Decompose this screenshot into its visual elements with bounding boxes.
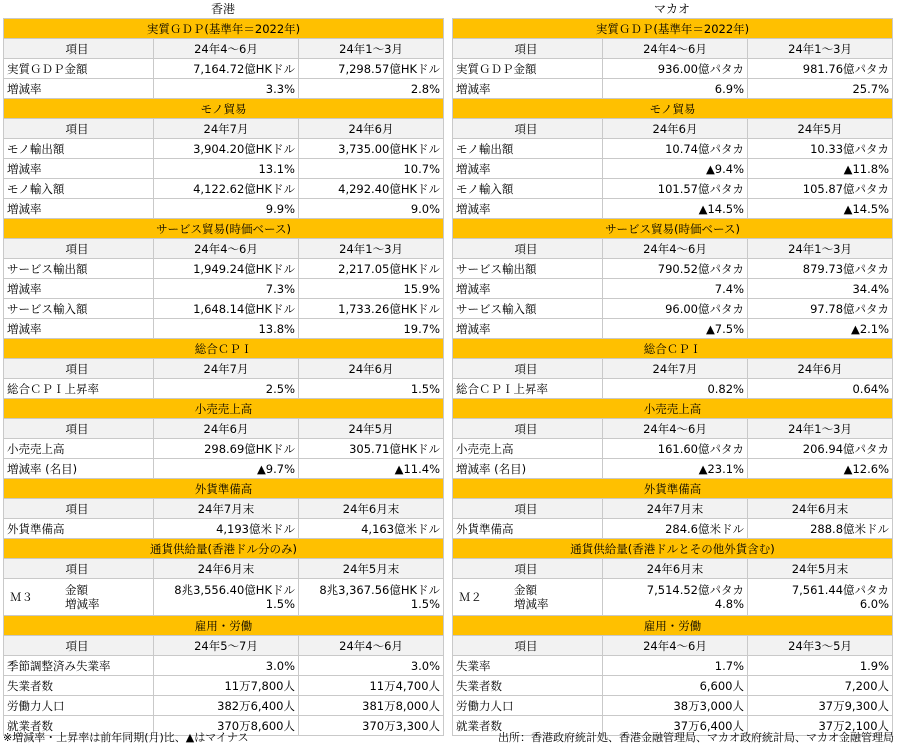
section-header-row bbox=[453, 479, 893, 499]
section-title: 外貨準備高 bbox=[453, 479, 893, 499]
table-row bbox=[453, 319, 893, 339]
source-note: 出所：香港政府統計処、香港金融管理局、マカオ政府統計局、マカオ金融管理局 bbox=[498, 731, 894, 744]
column-header-row bbox=[4, 359, 444, 379]
period-column-header: 24年1～3月 bbox=[748, 239, 893, 259]
value-cell: 2.5% bbox=[154, 379, 299, 399]
value-cell: 370万8,600人 bbox=[154, 716, 299, 736]
footnote: ※増減率・上昇率は前年同期(月)比、▲はマイナス bbox=[3, 731, 249, 744]
value-cell: 4,122.62億HKドル bbox=[154, 179, 299, 199]
row-label: 増減率 (名目) bbox=[453, 459, 603, 479]
money-supply-label-cell bbox=[453, 579, 603, 616]
hong-kong-panel bbox=[3, 0, 443, 736]
column-header-row bbox=[4, 39, 444, 59]
value-cell: 305.71億HKドル bbox=[299, 439, 444, 459]
value-cell: 4,163億米ドル bbox=[299, 519, 444, 539]
period-column-header: 24年4～6月 bbox=[299, 636, 444, 656]
value-cell: 790.52億パタカ bbox=[603, 259, 748, 279]
item-column-header: 項目 bbox=[453, 499, 603, 519]
section-title: 外貨準備高 bbox=[4, 479, 444, 499]
row-label: 総合ＣＰＩ上昇率 bbox=[453, 379, 603, 399]
value-cell: 11万4,700人 bbox=[299, 676, 444, 696]
period-column-header: 24年1～3月 bbox=[748, 419, 893, 439]
value-cell: 37万2,100人 bbox=[748, 716, 893, 736]
value-cell: 1.7% bbox=[603, 656, 748, 676]
item-column-header: 項目 bbox=[4, 239, 154, 259]
row-label: 小売売上高 bbox=[4, 439, 154, 459]
money-supply-amount: 8兆3,367.56億HKドル bbox=[319, 583, 441, 597]
item-column-header: 項目 bbox=[453, 359, 603, 379]
value-cell: ▲9.7% bbox=[154, 459, 299, 479]
value-cell: 288.8億米ドル bbox=[748, 519, 893, 539]
period-column-header: 24年1～3月 bbox=[299, 239, 444, 259]
item-column-header: 項目 bbox=[453, 119, 603, 139]
money-supply-row bbox=[453, 579, 893, 616]
section-header-row bbox=[4, 219, 444, 239]
period-column-header: 24年5月末 bbox=[299, 559, 444, 579]
value-cell: 298.69億HKドル bbox=[154, 439, 299, 459]
period-column-header: 24年4～6月 bbox=[603, 636, 748, 656]
money-supply-sublabels bbox=[514, 583, 549, 611]
macau-panel bbox=[452, 0, 892, 736]
money-supply-rate: 4.8% bbox=[714, 597, 744, 611]
sublabel-amount: 金額 bbox=[65, 583, 88, 597]
period-column-header: 24年6月末 bbox=[154, 559, 299, 579]
value-cell: 3,735.00億HKドル bbox=[299, 139, 444, 159]
column-header-row bbox=[453, 119, 893, 139]
period-column-header: 24年7月末 bbox=[603, 499, 748, 519]
sublabel-rate: 増減率 bbox=[65, 597, 100, 611]
value-cell: 9.9% bbox=[154, 199, 299, 219]
money-supply-value-cell bbox=[748, 579, 893, 616]
money-supply-sublabels bbox=[65, 583, 100, 611]
money-supply-amount: 7,514.52億パタカ bbox=[646, 583, 744, 597]
value-cell: 6.9% bbox=[603, 79, 748, 99]
value-cell: 936.00億パタカ bbox=[603, 59, 748, 79]
period-column-header: 24年6月 bbox=[299, 359, 444, 379]
value-cell: 19.7% bbox=[299, 319, 444, 339]
money-supply-value-cell bbox=[154, 579, 299, 616]
table-row bbox=[453, 696, 893, 716]
section-title: モノ貿易 bbox=[453, 99, 893, 119]
money-supply-name: Ｍ３ bbox=[10, 590, 33, 604]
money-supply-row bbox=[4, 579, 444, 616]
row-label: 労働力人口 bbox=[453, 696, 603, 716]
value-cell: ▲14.5% bbox=[603, 199, 748, 219]
table-row bbox=[453, 179, 893, 199]
section-title: 雇用・労働 bbox=[453, 616, 893, 636]
value-cell: 13.8% bbox=[154, 319, 299, 339]
money-supply-label-wrap bbox=[10, 583, 150, 611]
section-header-row bbox=[453, 99, 893, 119]
money-supply-rate: 6.0% bbox=[859, 597, 890, 611]
row-label: 増減率 bbox=[453, 199, 603, 219]
period-column-header: 24年6月 bbox=[748, 359, 893, 379]
money-supply-rate: 1.5% bbox=[265, 597, 295, 611]
column-header-row bbox=[4, 636, 444, 656]
table-row bbox=[4, 299, 444, 319]
row-label: サービス輸入額 bbox=[453, 299, 603, 319]
value-cell: 1.9% bbox=[748, 656, 893, 676]
row-label: 就業者数 bbox=[453, 716, 603, 736]
table-row bbox=[4, 439, 444, 459]
item-column-header: 項目 bbox=[453, 419, 603, 439]
region-title: マカオ bbox=[653, 2, 690, 16]
table-row bbox=[453, 656, 893, 676]
row-label: 増減率 bbox=[4, 279, 154, 299]
section-header-row bbox=[4, 479, 444, 499]
column-header-row bbox=[4, 239, 444, 259]
value-cell: 6,600人 bbox=[603, 676, 748, 696]
value-cell: ▲2.1% bbox=[748, 319, 893, 339]
section-title: サービス貿易(時価ベース) bbox=[453, 219, 893, 239]
table-row bbox=[453, 139, 893, 159]
period-column-header: 24年6月 bbox=[154, 419, 299, 439]
row-label: 労働力人口 bbox=[4, 696, 154, 716]
value-cell: 879.73億パタカ bbox=[748, 259, 893, 279]
section-title: 小売売上高 bbox=[453, 399, 893, 419]
period-column-header: 24年7月 bbox=[154, 119, 299, 139]
table-row bbox=[4, 379, 444, 399]
value-cell: 7,298.57億HKドル bbox=[299, 59, 444, 79]
section-title: 通貨供給量(香港ドル分のみ) bbox=[4, 539, 444, 559]
value-cell: 7.3% bbox=[154, 279, 299, 299]
value-cell: 101.57億パタカ bbox=[603, 179, 748, 199]
row-label: 増減率 bbox=[4, 79, 154, 99]
value-cell: 11万7,800人 bbox=[154, 676, 299, 696]
period-column-header: 24年7月 bbox=[154, 359, 299, 379]
table-row bbox=[453, 519, 893, 539]
table-row bbox=[4, 159, 444, 179]
value-cell: 3.0% bbox=[299, 656, 444, 676]
section-header-row bbox=[4, 339, 444, 359]
section-header-row bbox=[453, 616, 893, 636]
value-cell: 4,193億米ドル bbox=[154, 519, 299, 539]
period-column-header: 24年4～6月 bbox=[603, 239, 748, 259]
value-cell: 3,904.20億HKドル bbox=[154, 139, 299, 159]
section-title: 総合ＣＰＩ bbox=[453, 339, 893, 359]
table-row bbox=[4, 656, 444, 676]
table-row bbox=[4, 696, 444, 716]
section-header-row bbox=[453, 219, 893, 239]
section-header-row bbox=[453, 399, 893, 419]
section-header-row bbox=[4, 19, 444, 39]
period-column-header: 24年5月末 bbox=[748, 559, 893, 579]
value-cell: 3.0% bbox=[154, 656, 299, 676]
period-column-header: 24年6月 bbox=[299, 119, 444, 139]
value-cell: 981.76億パタカ bbox=[748, 59, 893, 79]
table-row bbox=[453, 439, 893, 459]
period-column-header: 24年6月末 bbox=[299, 499, 444, 519]
column-header-row bbox=[453, 419, 893, 439]
value-cell: ▲11.4% bbox=[299, 459, 444, 479]
row-label: 実質ＧＤＰ金額 bbox=[4, 59, 154, 79]
money-supply-amount: 7,561.44億パタカ bbox=[791, 583, 890, 597]
value-cell: 34.4% bbox=[748, 279, 893, 299]
item-column-header: 項目 bbox=[453, 39, 603, 59]
table-row bbox=[453, 279, 893, 299]
row-label: 実質ＧＤＰ金額 bbox=[453, 59, 603, 79]
period-column-header: 24年7月 bbox=[603, 359, 748, 379]
table-row bbox=[4, 179, 444, 199]
value-cell: ▲12.6% bbox=[748, 459, 893, 479]
money-supply-value-cell bbox=[299, 579, 444, 616]
section-title: 雇用・労働 bbox=[4, 616, 444, 636]
value-cell: 105.87億パタカ bbox=[748, 179, 893, 199]
item-column-header: 項目 bbox=[4, 499, 154, 519]
value-cell: 37万9,300人 bbox=[748, 696, 893, 716]
table-row bbox=[453, 159, 893, 179]
value-cell: 37万6,400人 bbox=[603, 716, 748, 736]
row-label: 就業者数 bbox=[4, 716, 154, 736]
value-cell: ▲11.8% bbox=[748, 159, 893, 179]
row-label: 季節調整済み失業率 bbox=[4, 656, 154, 676]
period-column-header: 24年5月 bbox=[748, 119, 893, 139]
value-cell: ▲9.4% bbox=[603, 159, 748, 179]
value-cell: 7,200人 bbox=[748, 676, 893, 696]
item-column-header: 項目 bbox=[4, 39, 154, 59]
sublabel-rate: 増減率 bbox=[514, 597, 549, 611]
value-cell: ▲23.1% bbox=[603, 459, 748, 479]
region-title: 香港 bbox=[210, 2, 235, 16]
row-label: モノ輸出額 bbox=[4, 139, 154, 159]
column-header-row bbox=[453, 359, 893, 379]
row-label: サービス輸出額 bbox=[453, 259, 603, 279]
table-row bbox=[453, 259, 893, 279]
indicator-table bbox=[3, 18, 444, 736]
column-header-row bbox=[453, 559, 893, 579]
item-column-header: 項目 bbox=[4, 559, 154, 579]
section-header-row bbox=[4, 539, 444, 559]
period-column-header: 24年4～6月 bbox=[603, 419, 748, 439]
section-title: 総合ＣＰＩ bbox=[4, 339, 444, 359]
row-label: 増減率 bbox=[453, 319, 603, 339]
table-row bbox=[4, 199, 444, 219]
column-header-row bbox=[453, 499, 893, 519]
table-row bbox=[453, 379, 893, 399]
table-row bbox=[453, 459, 893, 479]
value-cell: 4,292.40億HKドル bbox=[299, 179, 444, 199]
row-label: 増減率 bbox=[4, 199, 154, 219]
value-cell: 13.1% bbox=[154, 159, 299, 179]
table-row bbox=[4, 59, 444, 79]
value-cell: 97.78億パタカ bbox=[748, 299, 893, 319]
value-cell: 7,164.72億HKドル bbox=[154, 59, 299, 79]
column-header-row bbox=[4, 559, 444, 579]
row-label: モノ輸入額 bbox=[453, 179, 603, 199]
money-supply-amount: 8兆3,556.40億HKドル bbox=[174, 583, 295, 597]
row-label: 増減率 bbox=[4, 319, 154, 339]
period-column-header: 24年4～6月 bbox=[154, 39, 299, 59]
value-cell: 15.9% bbox=[299, 279, 444, 299]
period-column-header: 24年5月 bbox=[299, 419, 444, 439]
value-cell: 1,733.26億HKドル bbox=[299, 299, 444, 319]
section-header-row bbox=[453, 339, 893, 359]
table-row bbox=[4, 676, 444, 696]
column-header-row bbox=[4, 119, 444, 139]
money-supply-name: Ｍ２ bbox=[459, 590, 482, 604]
item-column-header: 項目 bbox=[453, 559, 603, 579]
value-cell: 161.60億パタカ bbox=[603, 439, 748, 459]
table-row bbox=[453, 676, 893, 696]
row-label: モノ輸出額 bbox=[453, 139, 603, 159]
table-row bbox=[453, 79, 893, 99]
value-cell: 9.0% bbox=[299, 199, 444, 219]
section-header-row bbox=[4, 99, 444, 119]
money-supply-label-wrap bbox=[459, 583, 599, 611]
row-label: 外貨準備高 bbox=[4, 519, 154, 539]
period-column-header: 24年1～3月 bbox=[299, 39, 444, 59]
table-row bbox=[453, 199, 893, 219]
table-row bbox=[4, 459, 444, 479]
value-cell: 96.00億パタカ bbox=[603, 299, 748, 319]
section-title: 通貨供給量(香港ドルとその他外貨含む) bbox=[453, 539, 893, 559]
value-cell: 7.4% bbox=[603, 279, 748, 299]
row-label: 増減率 bbox=[453, 279, 603, 299]
money-supply-label-cell bbox=[4, 579, 154, 616]
period-column-header: 24年4～6月 bbox=[154, 239, 299, 259]
value-cell: 381万8,000人 bbox=[299, 696, 444, 716]
item-column-header: 項目 bbox=[4, 636, 154, 656]
table-row bbox=[4, 519, 444, 539]
value-cell: 1.5% bbox=[299, 379, 444, 399]
table-row bbox=[4, 279, 444, 299]
item-column-header: 項目 bbox=[453, 239, 603, 259]
row-label: サービス輸出額 bbox=[4, 259, 154, 279]
row-label: サービス輸入額 bbox=[4, 299, 154, 319]
money-supply-value-cell bbox=[603, 579, 748, 616]
section-header-row bbox=[453, 19, 893, 39]
value-cell: 10.33億パタカ bbox=[748, 139, 893, 159]
value-cell: 10.74億パタカ bbox=[603, 139, 748, 159]
table-row bbox=[453, 59, 893, 79]
value-cell: 0.64% bbox=[748, 379, 893, 399]
row-label: 失業率 bbox=[453, 656, 603, 676]
section-title: 実質ＧＤＰ(基準年＝2022年) bbox=[453, 19, 893, 39]
row-label: 失業者数 bbox=[453, 676, 603, 696]
item-column-header: 項目 bbox=[4, 419, 154, 439]
item-column-header: 項目 bbox=[4, 119, 154, 139]
indicator-table bbox=[452, 18, 893, 736]
value-cell: 0.82% bbox=[603, 379, 748, 399]
row-label: 増減率 bbox=[4, 159, 154, 179]
money-supply-rate: 1.5% bbox=[410, 597, 441, 611]
column-header-row bbox=[453, 39, 893, 59]
value-cell: 10.7% bbox=[299, 159, 444, 179]
value-cell: 2.8% bbox=[299, 79, 444, 99]
row-label: 増減率 bbox=[453, 159, 603, 179]
value-cell: ▲14.5% bbox=[748, 199, 893, 219]
value-cell: 1,648.14億HKドル bbox=[154, 299, 299, 319]
section-title: 小売売上高 bbox=[4, 399, 444, 419]
period-column-header: 24年5～7月 bbox=[154, 636, 299, 656]
table-row bbox=[4, 259, 444, 279]
value-cell: 370万3,300人 bbox=[299, 716, 444, 736]
period-column-header: 24年3～5月 bbox=[748, 636, 893, 656]
row-label: 増減率 (名目) bbox=[4, 459, 154, 479]
section-title: モノ貿易 bbox=[4, 99, 444, 119]
section-header-row bbox=[453, 539, 893, 559]
row-label: モノ輸入額 bbox=[4, 179, 154, 199]
value-cell: 3.3% bbox=[154, 79, 299, 99]
section-title: サービス貿易(時価ベース) bbox=[4, 219, 444, 239]
column-header-row bbox=[453, 636, 893, 656]
section-header-row bbox=[4, 616, 444, 636]
value-cell: 1,949.24億HKドル bbox=[154, 259, 299, 279]
value-cell: 382万6,400人 bbox=[154, 696, 299, 716]
section-title: 実質ＧＤＰ(基準年＝2022年) bbox=[4, 19, 444, 39]
value-cell: 25.7% bbox=[748, 79, 893, 99]
period-column-header: 24年1～3月 bbox=[748, 39, 893, 59]
row-label: 増減率 bbox=[453, 79, 603, 99]
value-cell: 206.94億パタカ bbox=[748, 439, 893, 459]
value-cell: 38万3,000人 bbox=[603, 696, 748, 716]
table-row bbox=[4, 139, 444, 159]
column-header-row bbox=[4, 499, 444, 519]
section-header-row bbox=[4, 399, 444, 419]
period-column-header: 24年6月末 bbox=[603, 559, 748, 579]
value-cell: 284.6億米ドル bbox=[603, 519, 748, 539]
column-header-row bbox=[453, 239, 893, 259]
sublabel-amount: 金額 bbox=[514, 583, 537, 597]
value-cell: ▲7.5% bbox=[603, 319, 748, 339]
item-column-header: 項目 bbox=[453, 636, 603, 656]
period-column-header: 24年4～6月 bbox=[603, 39, 748, 59]
column-header-row bbox=[4, 419, 444, 439]
table-row bbox=[453, 299, 893, 319]
table-row bbox=[4, 319, 444, 339]
table-row bbox=[4, 79, 444, 99]
item-column-header: 項目 bbox=[4, 359, 154, 379]
period-column-header: 24年7月末 bbox=[154, 499, 299, 519]
value-cell: 2,217.05億HKドル bbox=[299, 259, 444, 279]
row-label: 小売売上高 bbox=[453, 439, 603, 459]
period-column-header: 24年6月末 bbox=[748, 499, 893, 519]
row-label: 外貨準備高 bbox=[453, 519, 603, 539]
row-label: 総合ＣＰＩ上昇率 bbox=[4, 379, 154, 399]
period-column-header: 24年6月 bbox=[603, 119, 748, 139]
row-label: 失業者数 bbox=[4, 676, 154, 696]
